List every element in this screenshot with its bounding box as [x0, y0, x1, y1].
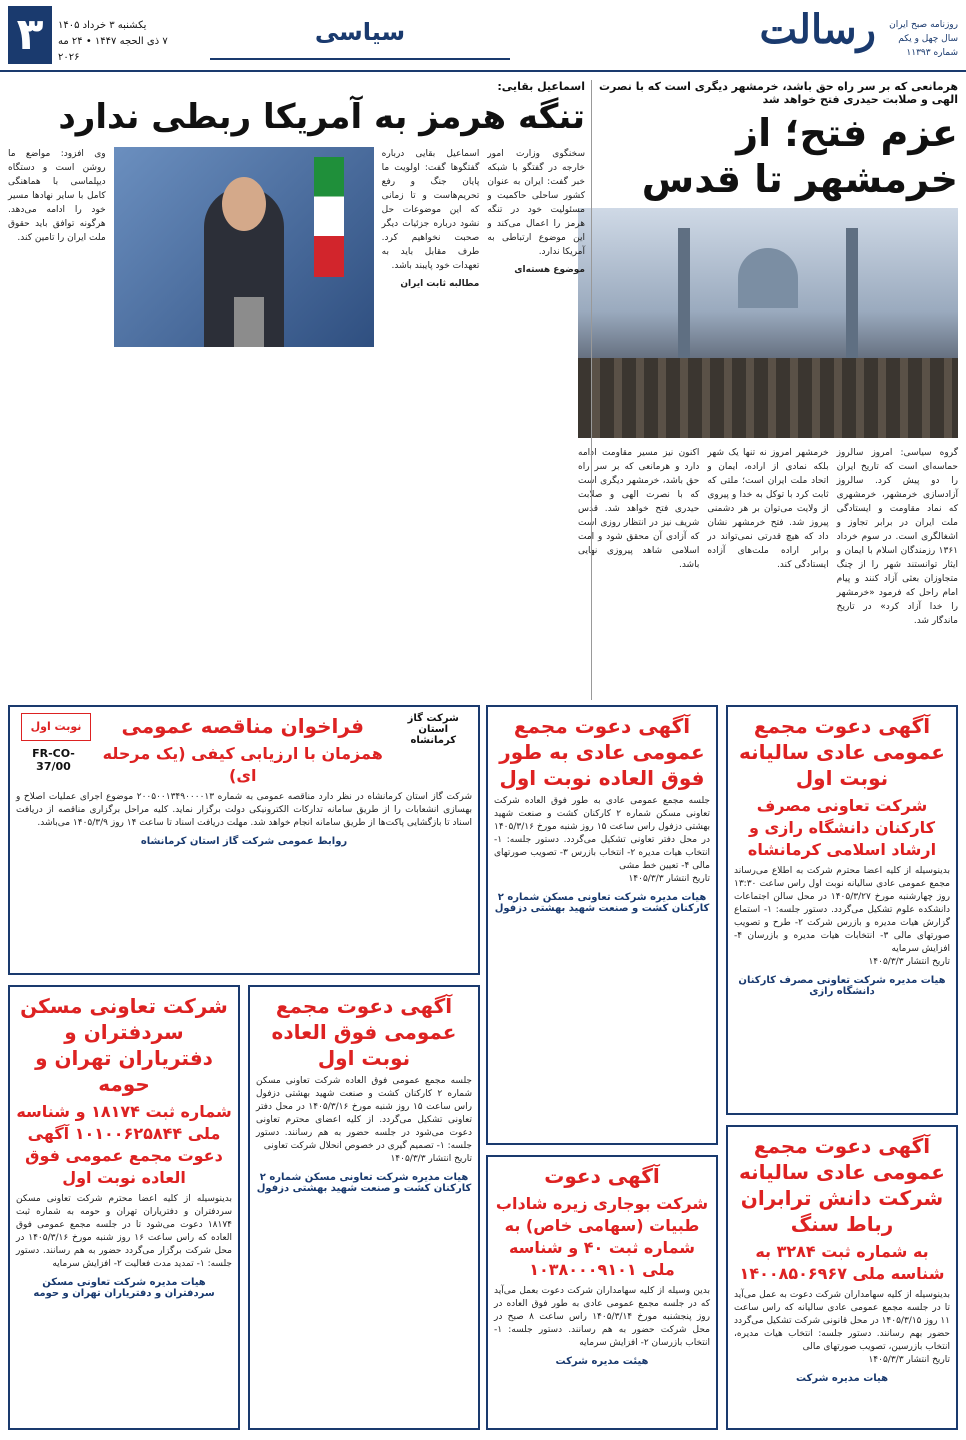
ad-body: بدینوسیله از کلیه سهامداران شرکت دعوت به عمل می‌آید تا در جلسه مجمع عمومی عادی سالیانه که راس ساعت ۱۱ روز ۱۴۰۵/۳/۱۵ در محل قانونی شرکت تشکیل می‌گردد حضور بهم رسانند. دستور جلسه: انتخاب هیات مدیره، انتخاب بازرسین، تصویب صورتهای مالی: [734, 1290, 950, 1352]
issue-number: شماره ۱۱۳۹۳: [906, 48, 958, 58]
main-subhead: موضوع هسته‌ای: [514, 265, 585, 275]
ad-footer: روابط عمومی شرکت گاز استان کرمانشاه: [140, 836, 348, 847]
tender-company: شرکت گاز استان کرمانشاه: [407, 713, 459, 746]
tender-header: [16, 713, 472, 791]
paper-type: روزنامه صبح ایران: [889, 20, 958, 30]
ad-subtitle: شماره ثبت ۱۸۱۷۴ و شناسه ملی ۱۰۱۰۰۶۲۵۸۴۴ آگهی دعوت مجمع عمومی فوق العاده نوبت اول: [16, 1102, 232, 1187]
date-block: [58, 18, 178, 66]
ad-notaries-housing: [8, 985, 240, 1430]
masthead: [0, 0, 966, 72]
ad-date: تاریخ انتشار ۱۴۰۵/۳/۳: [868, 957, 950, 967]
ad-subtitle: شرکت تعاونی مصرف کارکنان دانشگاه رازی و ارشاد اسلامی کرمانشاه: [747, 796, 937, 859]
dome-shape: [738, 248, 798, 308]
ad-body: شرکت گاز استان کرمانشاه در نظر دارد مناقصه عمومی به شماره ۲۰۰۵۰۰۱۳۴۹۰۰۰۰۱۳ موضوع اجرای عملیات اصلاح و بهسازی انشعابات را از طریق سامانه تدارکات الکترونیکی دولت برگزار نماید. کلیه مراحل برگزاری مناقصه از دریافت اسناد تا بازگشایی پاکت‌ها از طریق سامانه انجام خواهد شد. مهلت دریافت اسناد تا ساعت ۱۴ روز ۱۴۰۵/۳/۹ می‌باشد.: [16, 792, 472, 828]
ad-date: تاریخ انتشار ۱۴۰۵/۳/۳: [628, 874, 710, 884]
section-divider: [210, 58, 510, 60]
minaret-shape: [678, 228, 690, 368]
crowd-shape: [578, 358, 958, 438]
ad-title: آگهی دعوت: [544, 1164, 660, 1188]
lead-column: گروه سیاسی: امروز سالروز حماسه‌ای است که تاریخ ایران را دو پیش کرد. سالروز آزادسازی خرمشهر، خرمشهری که نماد مقاومت و ایستادگی ملت ایران در برابر تجاوز و اشغالگری است. در سوم خرداد ۱۳۶۱ رزمندگان اسلام با ایمان و ایثار توانستند شهر را از چنگ متجاوزان بعثی آزاد کنند و پیام امام راحل که فرمود «خرمشهر را خدا آزاد کرد» در تاریخ ماندگار شد.: [836, 448, 958, 626]
main-content: [8, 147, 585, 347]
microphone-shape: [234, 297, 264, 347]
main-kicker: اسماعیل بقایی:: [497, 80, 585, 93]
ad-general-assembly-razi: [726, 705, 958, 1115]
face-shape: [222, 177, 266, 231]
ad-extraordinary-assembly-2: [248, 985, 480, 1430]
ad-bojari-zireh: [486, 1155, 718, 1430]
lead-image: [578, 208, 958, 438]
brand-meta: [878, 18, 958, 60]
spokesman-photo: [114, 147, 374, 347]
lead-column: خرمشهر امروز نه تنها یک شهر بلکه نمادی از اراده، ایمان و اتحاد ملت ایران است؛ ملتی که ثابت کرد با توکل به خدا و پیروی از ولایت می‌توان بر هر دشمنی پیروز شد. فتح خرمشهر نشان داد که هیچ قدرتی نمی‌تواند در برابر اراده ملت‌های آزاده ایستادگی کند.: [707, 448, 829, 570]
ad-body: بدینوسیله از کلیه اعضا محترم شرکت به اطلاع می‌رساند مجمع عمومی عادی سالیانه نوبت اول راس ساعت ۱۳:۳۰ روز چهارشنبه مورخ ۱۴۰۵/۳/۲۷ در محل سالن اجتماعات دانشکده علوم تشکیل می‌گردد. دستور جلسه: ۱- استماع گزارش هیات مدیره و بازرس شرکت ۲- طرح و تصویب صورتهای مالی ۳- انتخابات هیات مدیره و بازرسان ۴- افزایش سرمایه: [734, 866, 951, 954]
ad-danesh-tarabaran: [726, 1125, 958, 1430]
ad-date: تاریخ انتشار ۱۴۰۵/۳/۳: [868, 1355, 950, 1365]
ad-body: بدینوسیله از کلیه اعضا محترم شرکت تعاونی مسکن سردفتران و دفتریاران تهران و حومه به شماره ثبت ۱۸۱۷۴ دعوت می‌شود تا در جلسه مجمع عمومی فوق العاده که راس ساعت ۱۶ روز شنبه مورخ ۱۴۰۵/۳/۱۶ در محل شرکت برگزار می‌گردد حضور به هم رسانند. دستور جلسه: ۱- تمدید مدت فعالیت ۲- افزایش سرمایه: [16, 1194, 233, 1269]
brand-logo: رسالت: [759, 6, 876, 53]
main-column-text: اسماعیل بقایی درباره گفتگوها گفت: اولویت ما پایان جنگ و رفع تحریم‌هاست و تا زمانی که این موضوعات حل نشود درباره جزئیات دیگر صحبت نخواهیم کرد. طرف مقابل باید به تعهدات خود پایبند باشد.: [381, 149, 480, 271]
page-number: ۳: [8, 6, 52, 64]
minaret-shape: [846, 228, 858, 368]
ad-extraordinary-assembly: [486, 705, 718, 1145]
ad-footer: هیات مدیره شرکت تعاونی مصرف کارکنان دانشگاه رازی: [738, 975, 946, 997]
main-subhead: مطالبه ثابت ایران: [400, 279, 480, 289]
main-story: [8, 80, 592, 700]
lead-kicker: هرمانعی که بر سر راه حق باشد، خرمشهر دیگری است که با نصرت الهی و صلابت حیدری فتح خواهد شد: [599, 80, 958, 106]
ad-footer: هیات مدیره شرکت تعاونی مسکن شماره ۲ کارکنان کشت و صنعت شهید بهشتی دزفول: [256, 1172, 472, 1194]
tender-code: FR-CO-37/00: [32, 747, 75, 773]
ad-body: جلسه مجمع عمومی فوق العاده شرکت تعاونی مسکن شماره ۲ کارکنان کشت و صنعت شهید بهشتی دزفول راس ساعت ۱۵ روز شنبه مورخ ۱۴۰۵/۳/۱۶ در محل دفتر تعاونی تشکیل می‌گردد. از کلیه اعضای محترم تعاونی دعوت می‌شود در جلسه حضور به هم رسانند. دستور جلسه: ۱- تصمیم گیری در خصوص انحلال شرکت تعاونی: [256, 1076, 473, 1151]
ad-date: تاریخ انتشار ۱۴۰۵/۳/۳: [390, 1154, 472, 1164]
ad-title: آگهی دعوت مجمع عمومی عادی به طور فوق العاده نوبت اول: [499, 714, 705, 790]
lead-headline: عزم فتح؛ از خرمشهر تا قدس: [641, 111, 958, 201]
ad-body: بدین وسیله از کلیه سهامداران شرکت دعوت بعمل می‌آید که در جلسه مجمع عمومی عادی به طور فوق العاده در روز پنجشنبه مورخ ۱۴۰۵/۳/۱۴ راس ساعت ۸ صبح در محل شرکت حضور به هم رسانند. دستور جلسه: ۱- انتخاب بازرسان ۲- افزایش سرمایه: [494, 1286, 710, 1348]
ad-footer: هیات مدیره شرکت: [795, 1373, 889, 1384]
ad-subtitle: به شماره ثبت ۳۲۸۴ به شناسه ملی ۱۴۰۰۸۵۰۶۹۶۷: [739, 1242, 945, 1283]
ad-footer: هیئت مدیره شرکت: [555, 1356, 649, 1367]
lead-column: اکنون نیز مسیر مقاومت ادامه دارد و هرمانعی که بر سر راه حق باشد، خرمشهر دیگری است که با نصرت الهی و صلابت حیدری فتح خواهد شد. قدس شریف نیز در انتظار روزی است که آزادی آن محقق شود و امت اسلامی شاهد پیروزی نهایی باشد.: [578, 448, 700, 570]
ad-tender: [8, 705, 480, 975]
ad-subtitle: همزمان با ارزیابی کیفی (یک مرحله ای): [102, 744, 383, 785]
main-column: [382, 147, 480, 347]
lead-body: [578, 446, 958, 628]
ad-title: شرکت تعاونی مسکن سردفتران و دفتریاران تهران و حومه: [20, 994, 228, 1096]
ad-title: آگهی دعوت مجمع عمومی عادی سالیانه نوبت اول: [739, 714, 945, 790]
ad-title: آگهی دعوت مجمع عمومی فوق العاده نوبت اول: [271, 994, 457, 1070]
date-persian: یکشنبه ۳ خرداد ۱۴۰۵: [58, 20, 147, 31]
section-title: سیاسی: [314, 18, 406, 46]
main-column: [487, 147, 585, 347]
ad-title: آگهی دعوت مجمع عمومی عادی سالیانه شرکت دانش ترابران رباط سنگ: [739, 1134, 945, 1236]
main-column-text: سخنگوی وزارت امور خارجه در گفتگو با شبکه خبر گفت: ایران به عنوان کشور ساحلی حاکمیت و مسئولیت خود در تنگه هرمز را اعمال می‌کند و این موضوع ارتباطی به آمریکا ندارد.: [487, 149, 585, 257]
year-label: سال چهل و یکم: [898, 34, 958, 44]
main-headline: تنگه هرمز به آمریکا ربطی ندارد: [58, 97, 585, 137]
lead-story: [578, 80, 958, 700]
tender-stamp: نوبت اول: [21, 713, 91, 741]
date-hijri: ۷ ذی الحجه ۱۴۴۷ • ۲۴ مه ۲۰۲۶: [58, 36, 168, 63]
ad-footer: هیات مدیره شرکت تعاونی مسکن سردفتران و دفتریاران تهران و حومه: [33, 1277, 215, 1299]
main-column: وی افزود: مواضع ما روشن است و دستگاه دیپلماسی با هماهنگی کامل با سایر نهادها مسیر خود را ادامه می‌دهد. هرگونه توافق باید حقوق ملت ایران را تامین کند.: [7, 149, 106, 243]
ad-subtitle: شرکت بوجاری زیره شاداب طبیات (سهامی خاص) به شماره ثبت ۴۰ و شناسه ملی ۱۰۳۸۰۰۰۹۱۰۱: [495, 1194, 709, 1279]
tender-meta: [16, 713, 91, 773]
ad-footer: هیات مدیره شرکت تعاونی مسکن شماره ۲ کارکنان کشت و صنعت شهید بهشتی دزفول: [494, 892, 710, 914]
ad-body: جلسه مجمع عمومی عادی به طور فوق العاده شرکت تعاونی مسکن شماره ۲ کارکنان کشت و صنعت شهید بهشتی دزفول راس ساعت ۱۵ روز شنبه مورخ ۱۴۰۵/۳/۱۶ در محل دفتر تعاونی تشکیل می‌گردد. دستور جلسه: ۱- انتخاب هیات مدیره ۲- انتخاب بازرس ۳- تصویب صورتهای مالی ۴- تعیین خط مشی: [494, 796, 710, 871]
flag-shape: [314, 157, 344, 277]
ad-title: فراخوان مناقصه عمومی: [121, 714, 364, 738]
tender-titles: [91, 713, 395, 791]
